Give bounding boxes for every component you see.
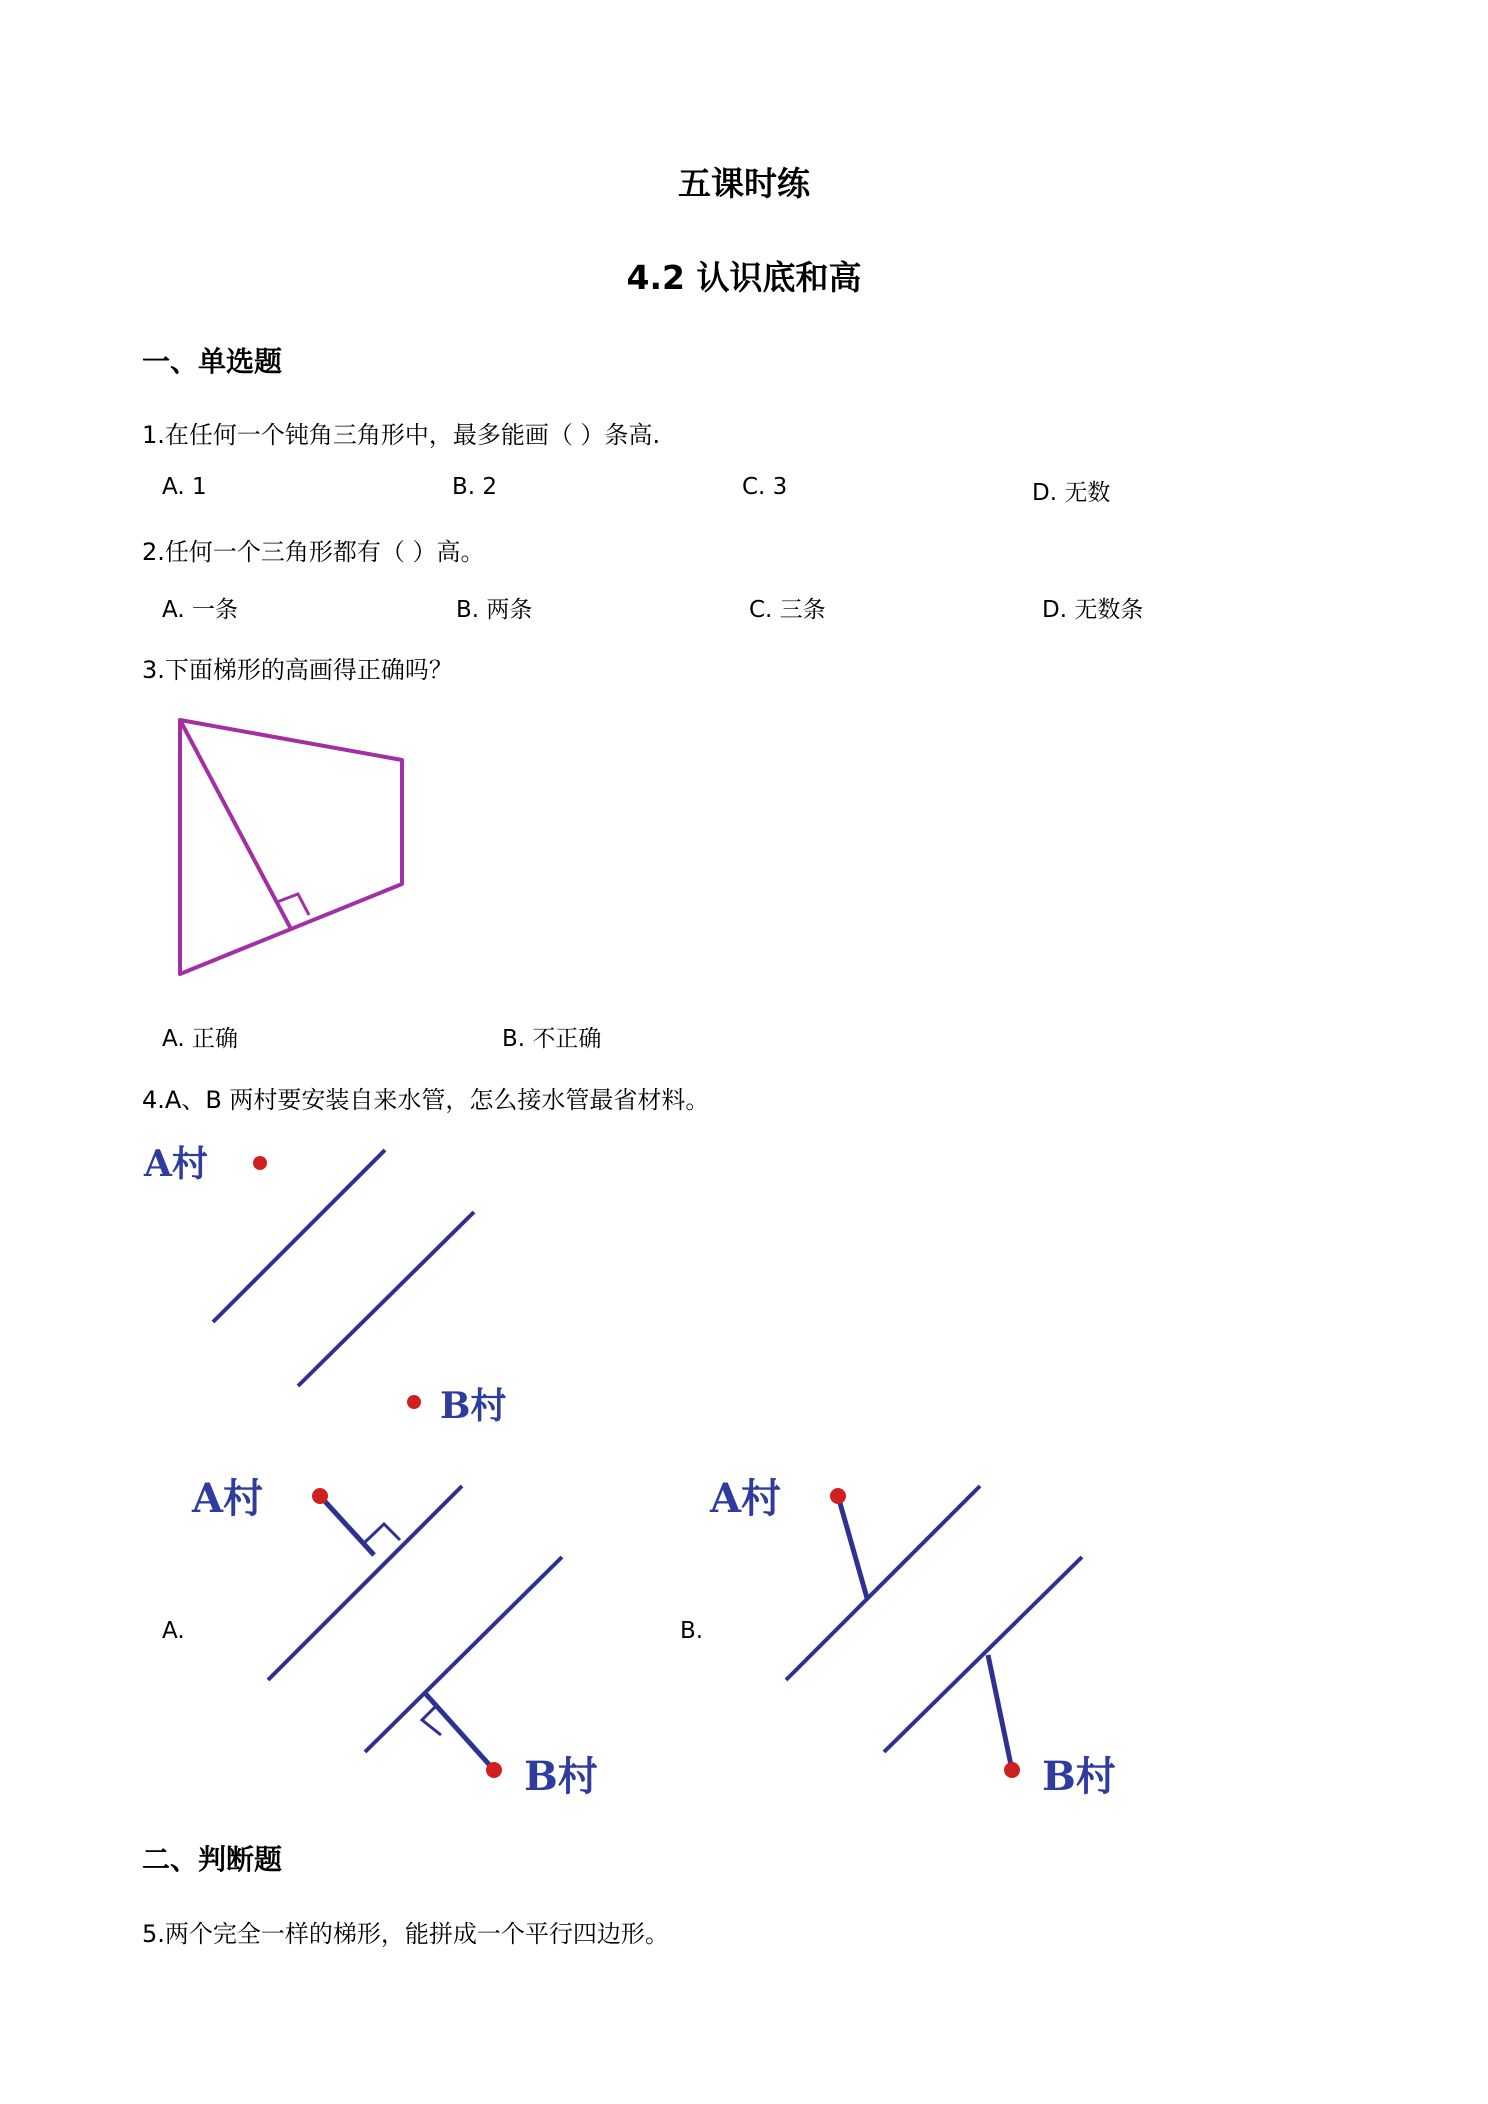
question-1-option-c[interactable]: C. 3 — [742, 474, 788, 500]
question-2-option-b[interactable]: B. 两条 — [456, 597, 533, 623]
question-4-option-b[interactable]: B. — [680, 1618, 704, 1644]
page-subtitle: 4.2 认识底和高 — [626, 258, 862, 297]
question-5-text: 5.两个完全一样的梯形，能拼成一个平行四边形。 — [142, 1920, 669, 1948]
option-b-village-b-label: B村 — [1042, 1753, 1116, 1800]
question-2-option-c[interactable]: C. 三条 — [749, 597, 826, 623]
option-b-pipe-b — [988, 1655, 1012, 1770]
option-b-bank-upper — [786, 1486, 980, 1680]
option-b-village-b-point — [1004, 1762, 1020, 1778]
question-1-option-b[interactable]: B. 2 — [452, 474, 498, 500]
question-1-option-a[interactable]: A. 1 — [162, 474, 207, 500]
section-heading-single-choice: 一、单选题 — [142, 345, 283, 378]
village-a-label: A村 — [144, 1143, 208, 1185]
question-2-option-a[interactable]: A. 一条 — [162, 597, 238, 623]
option-b-village-a-point — [830, 1488, 846, 1504]
section-heading-true-false: 二、判断题 — [142, 1843, 283, 1876]
option-b-village-a-label: A村 — [710, 1475, 782, 1522]
question-4-text: 4.A、B 两村要安装自来水管，怎么接水管最省材料。 — [142, 1086, 710, 1114]
question-4-option-a[interactable]: A. — [162, 1618, 185, 1644]
option-a-village-b-label: B村 — [524, 1753, 598, 1800]
village-b-label: B村 — [440, 1385, 507, 1427]
question-2-text: 2.任何一个三角形都有（ ）高。 — [142, 538, 485, 566]
question-3-option-a[interactable]: A. 正确 — [162, 1026, 238, 1052]
question-3-text: 3.下面梯形的高画得正确吗？ — [142, 656, 453, 684]
question-3-option-b[interactable]: B. 不正确 — [502, 1026, 602, 1052]
option-b-pipe-a — [838, 1496, 867, 1598]
page-title: 五课时练 — [678, 164, 810, 203]
question-1-option-d[interactable]: D. 无数 — [1032, 480, 1111, 506]
question-1-text: 1.在任何一个钝角三角形中，最多能画（ ）条高. — [142, 421, 661, 449]
question-2-option-d[interactable]: D. 无数条 — [1042, 597, 1144, 623]
option-a-village-a-label: A村 — [192, 1475, 264, 1522]
option-b-bank-lower — [884, 1557, 1082, 1752]
